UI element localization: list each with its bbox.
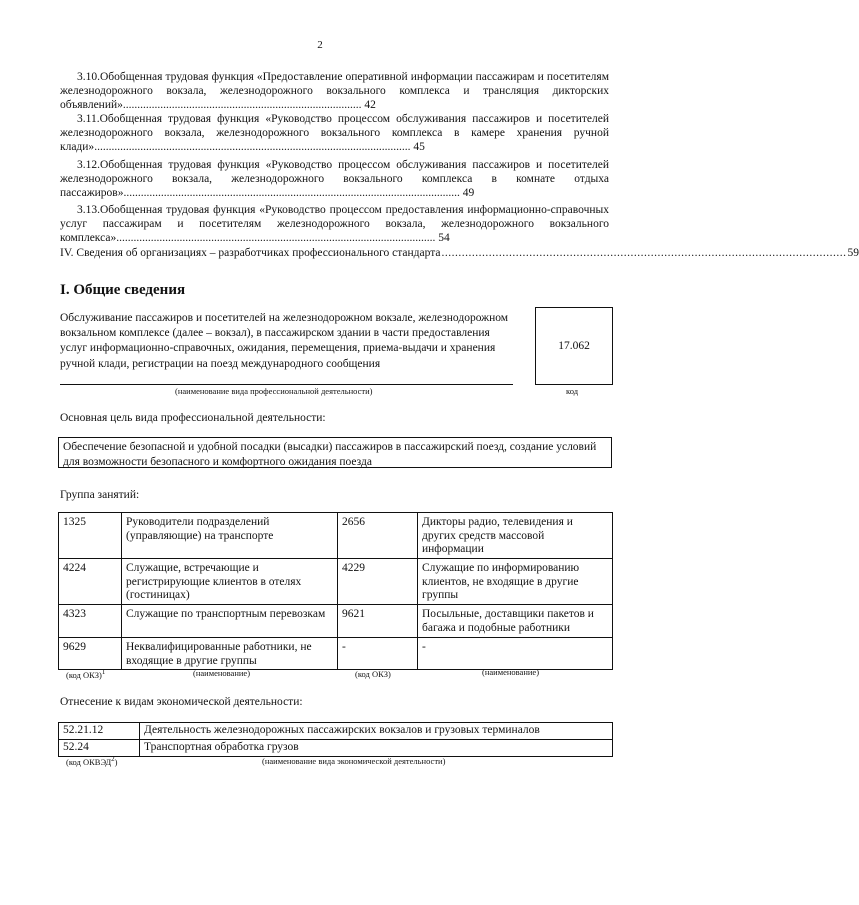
okz-code: 4323 xyxy=(59,605,122,638)
table-row xyxy=(59,605,613,638)
toc-page: 59 xyxy=(847,247,859,259)
occupations-table xyxy=(58,512,613,670)
toc-dots: ........................................................................................................................ xyxy=(441,247,847,259)
okz-code: 4224 xyxy=(59,559,122,605)
table-row xyxy=(59,638,613,670)
occupation-name: Служащие, встречающие и регистрирующие клиентов в отелях (гостиницах) xyxy=(122,559,338,605)
okved-code-caption: (код ОКВЭД$^2$) xyxy=(66,755,118,767)
okz-code: 1325 xyxy=(59,513,122,559)
code-caption: код xyxy=(566,386,579,396)
okz-code: 9621 xyxy=(338,605,418,638)
activity-underline xyxy=(60,384,513,385)
activity-name: Обслуживание пассажиров и посетителей на железнодорожном вокзале, железнодорожном вокзальном комплексе (далее – вокзал), в пассажирском здании в части предоставления услуг информационно-справочных, ожидания, перемещения, приема-выдачи и хранения ручной клади, регистрации на поезд международного сообщения xyxy=(60,312,509,370)
okz-code: - xyxy=(338,638,418,670)
toc-entry-text: 3.11.Обобщенная трудовая функция «Руководство процессом обслуживания пассажиров и посетителей железнодорожного вокзала, железнодорожного вокзального комплекса в камере хранения ручной клади».............................................................................................................. 45 xyxy=(60,113,609,154)
table-row xyxy=(59,740,613,757)
toc-entry xyxy=(60,70,609,113)
economic-activity-label: Отнесение к видам экономической деятельности: xyxy=(60,696,303,708)
goal-text: Обеспечение безопасной и удобной посадки (высадки) пассажиров в пассажирский поезд, создание условий для возможности безопасного и комфортного ожидания поезда xyxy=(58,437,612,468)
toc-entry-text: 3.13.Обобщенная трудовая функция «Руководство процессом предоставления информационно-справочных услуг пассажирам и посетителям железнодорожного вокзала, железнодорожного вокзального комплекса»............................................................................................................... 54 xyxy=(60,204,609,245)
section-title: I. Общие сведения xyxy=(60,282,186,298)
okz-code: 4229 xyxy=(338,559,418,605)
occupation-name: Служащие по информированию клиентов, не входящие в другие группы xyxy=(418,559,613,605)
economic-activity-caption: (наименование вида экономической деятельности) xyxy=(262,756,446,766)
toc-entry-text: 3.10.Обобщенная трудовая функция «Предоставление оперативной информации пассажирам и посетителям железнодорожного вокзала, железнодорожного вокзального комплекса и трансляция дикторских объявлений»................................................................................... 42 xyxy=(60,71,609,112)
occupation-name: Посыльные, доставщики пакетов и багажа и подобные работники xyxy=(418,605,613,638)
okz-code-caption: (код ОКЗ)$^1$ xyxy=(66,668,106,680)
okved-code: 52.21.12 xyxy=(59,723,140,740)
okz-code: 2656 xyxy=(338,513,418,559)
economic-activity-name: Транспортная обработка грузов xyxy=(140,740,613,757)
occupation-group-label: Группа занятий: xyxy=(60,489,140,501)
economic-activity-table xyxy=(58,722,613,757)
toc-entry xyxy=(60,158,609,201)
occupation-name: - xyxy=(418,638,613,670)
occupation-name: Руководители подразделений (управляющие) на транспорте xyxy=(122,513,338,559)
table-row xyxy=(59,723,613,740)
occupation-name-caption: (наименование) xyxy=(482,667,540,677)
activity-caption: (наименование вида профессиональной деятельности) xyxy=(175,386,373,396)
okz-code-caption: (код ОКЗ) xyxy=(355,669,391,679)
toc-entry-text: IV. Сведения об организациях – разработчиках профессионального стандарта xyxy=(60,247,441,259)
okz-code: 9629 xyxy=(59,638,122,670)
occupation-name: Неквалифицированные работники, не входящие в другие группы xyxy=(122,638,338,670)
table-row xyxy=(59,513,613,559)
activity-code: 17.062 xyxy=(558,339,590,352)
toc-entry xyxy=(60,203,609,246)
occupation-name: Служащие по транспортным перевозкам xyxy=(122,605,338,638)
toc-entry xyxy=(60,246,859,260)
activity-code-box xyxy=(535,307,613,385)
goal-label: Основная цель вида профессиональной деятельности: xyxy=(60,412,326,424)
toc-entry-text: 3.12.Обобщенная трудовая функция «Руководство процессом обслуживания пассажиров и посетителей железнодорожного вокзала, железнодорожного вокзального комплекса в комнате отдыха пассажиров»..................................................................................................................... 49 xyxy=(60,159,609,200)
okved-code: 52.24 xyxy=(59,740,140,757)
toc-entry xyxy=(60,112,609,155)
economic-activity-name: Деятельность железнодорожных пассажирских вокзалов и грузовых терминалов xyxy=(140,723,613,740)
page-number: 2 xyxy=(317,39,323,51)
table-row xyxy=(59,559,613,605)
occupation-name-caption: (наименование) xyxy=(193,668,251,678)
occupation-name: Дикторы радио, телевидения и других средств массовой информации xyxy=(418,513,613,559)
